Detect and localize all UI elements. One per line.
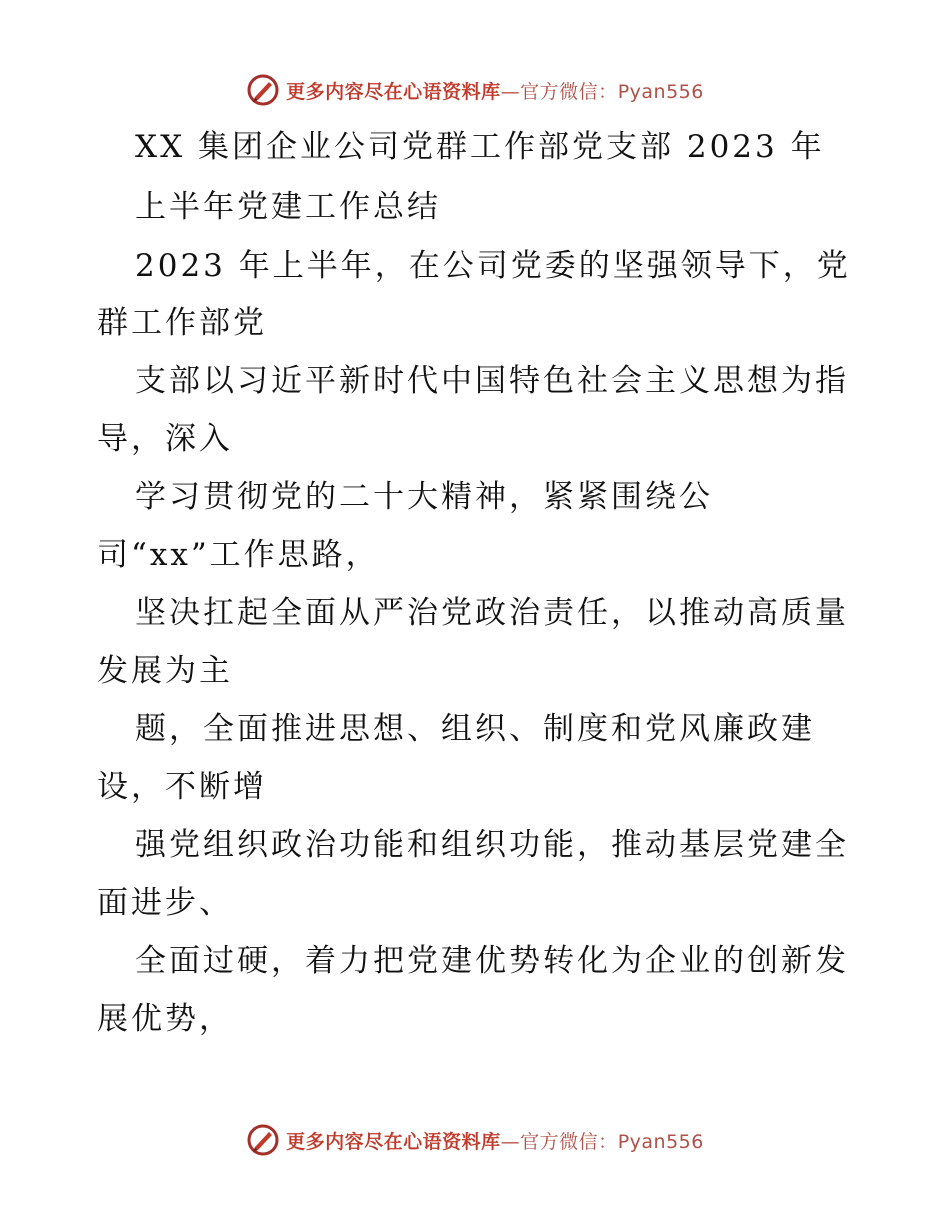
document-title-line-2: 上半年党建工作总结	[135, 189, 441, 225]
banner-dash: —	[500, 80, 521, 103]
paragraph-line: 坚决扛起全面从严治党政治责任，以推动高质量	[135, 595, 849, 631]
banner-text	[286, 77, 704, 104]
banner-wechat-label: 官方微信：	[520, 80, 618, 103]
paragraph-line: 发展为主	[97, 653, 233, 689]
banner-text	[286, 1127, 704, 1154]
paragraph-line: 2023 年上半年，在公司党委的坚强领导下，党	[135, 248, 851, 284]
pen-logo-icon	[246, 73, 280, 107]
banner-wechat-id: Pyan556	[617, 1130, 704, 1153]
paragraph-line: 设，不断增	[97, 769, 267, 805]
banner-promo: 更多内容尽在心语资料库	[286, 1130, 501, 1153]
paragraph-line: 学习贯彻党的二十大精神，紧紧围绕公	[135, 479, 713, 515]
footer-watermark-banner	[0, 1120, 950, 1160]
paragraph-line: 群工作部党	[97, 305, 267, 341]
header-watermark-banner	[0, 70, 950, 110]
banner-promo: 更多内容尽在心语资料库	[286, 80, 501, 103]
paragraph-line: 展优势，	[97, 1001, 233, 1037]
banner-wechat-id: Pyan556	[617, 80, 704, 103]
banner-wechat-label: 官方微信：	[520, 1130, 618, 1153]
document-title-line-1: XX 集团企业公司党群工作部党支部 2023 年	[135, 129, 825, 165]
paragraph-line: 导，深入	[97, 421, 233, 457]
banner-dash: —	[500, 1130, 521, 1153]
paragraph-line: 题，全面推进思想、组织、制度和党风廉政建	[135, 711, 815, 747]
pen-logo-icon	[246, 1123, 280, 1157]
paragraph-line: 支部以习近平新时代中国特色社会主义思想为指	[135, 363, 849, 399]
paragraph-line: 强党组织政治功能和组织功能，推动基层党建全	[135, 827, 849, 863]
paragraph-line: 面进步、	[97, 885, 233, 921]
paragraph-line: 司“xx”工作思路，	[97, 537, 380, 573]
paragraph-line: 全面过硬，着力把党建优势转化为企业的创新发	[135, 943, 849, 979]
